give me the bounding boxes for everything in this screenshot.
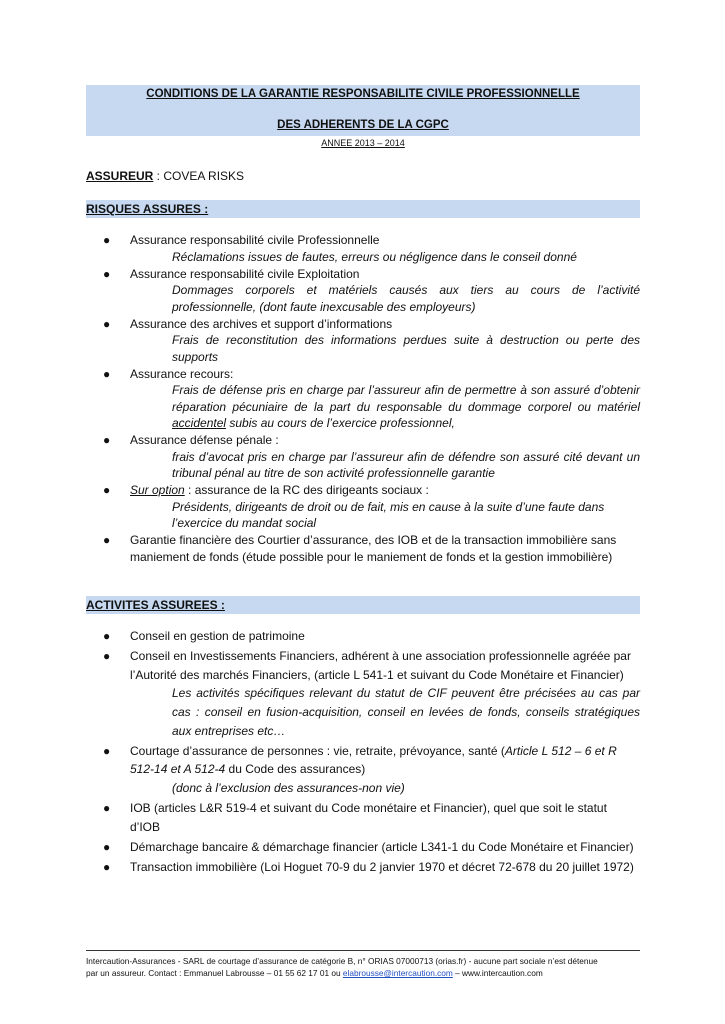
item-text: Assurance défense pénale : [130,433,279,447]
footer-contact: par un assureur. Contact : Emmanuel Labrousse – 01 55 62 17 01 ou [86,968,343,978]
detail-part: subis au cours de l’exercice professionnel, [226,416,455,430]
document-title-line2: DES ADHERENTS DE LA CGPC [277,119,449,131]
item-detail [172,382,640,432]
item-detail: Présidents, dirigeants de droit ou de fait, mis en cause à la suite d’une faute dans l’exercice du mandat social [172,499,605,530]
year-label: ANNEE 2013 – 2014 [321,138,405,148]
item-text: du Code des assurances) [225,762,366,777]
item-text: IOB (articles L&R 519-4 et suivant du Code monétaire et Financier), quel que soit le statut d’IOB [130,801,607,834]
insurer-separator: : [153,169,164,183]
item-detail: Les activités spécifiques relevant du statut de CIF peuvent être précisées au cas par cas : conseil en fusion-acquisition, conseil en levées de fonds, conseils stratégiques aux entreprises etc… [172,686,640,738]
section-heading-activites: ACTIVITES ASSUREES : [86,596,640,614]
footer-line2 [86,967,646,979]
item-detail: Réclamations issues de fautes, erreurs ou négligence dans le conseil donné [172,249,577,264]
bullet-icon: ● [103,533,111,547]
insurer-label: ASSUREUR [86,169,154,183]
bullet-icon: ● [103,366,111,381]
bullet-icon: ● [103,233,111,247]
email-link[interactable]: elabrousse@intercaution.com [342,968,453,978]
insurer-value: COVEA RISKS [163,169,245,183]
item-detail: Frais de reconstitution des informations perdues suite à destruction ou perte des supports [172,333,640,364]
list-item [86,532,640,565]
item-text: Garantie financière des Courtier d’assurance, des IOB et de la transaction immobilière sans maniement de fonds (étude possible pour le maniement de fonds et la gestion immobilière) [130,533,617,564]
document-title-line1: CONDITIONS DE LA GARANTIE RESPONSABILITE CIVILE PROFESSIONNELLE [146,88,580,100]
bullet-icon: ● [103,860,111,875]
item-detail: Dommages corporels et matériels causés aux tiers au cours de l’activité professionnelle, (dont faute inexcusable des employeurs) [172,283,640,314]
footer [86,955,646,979]
list-item [86,799,640,836]
bullet-icon: ● [103,649,111,664]
item-text: Assurance recours: [130,366,234,381]
bullet-icon: ● [103,743,111,758]
item-text: Conseil en gestion de patrimoine [130,629,305,643]
item-detail: (donc à l’exclusion des assurances-non vie) [172,780,405,795]
list-item [86,838,640,857]
bullet-icon: ● [103,801,111,816]
list-item [86,232,640,265]
footer-website: – www.intercaution.com [452,968,543,978]
bullet-icon: ● [103,266,111,281]
detail-part: Frais de défense pris en charge par l’assureur afin de permettre à son assuré d’obtenir réparation pécuniaire de la part du responsable du dommage corporel ou matériel [172,383,640,414]
bullet-icon: ● [103,433,111,447]
item-text: Courtage d’assurance de personnes : vie, retraite, prévoyance, santé ( [130,743,505,758]
list-item [86,627,640,646]
option-label: Sur option [130,483,185,497]
bullet-icon: ● [103,629,111,643]
list-item [86,742,640,798]
bullet-icon: ● [103,316,111,331]
section-heading-risques: RISQUES ASSURES : [86,200,640,218]
risques-list [86,232,640,566]
bullet-icon: ● [103,483,111,497]
item-text: Assurance responsabilité civile Exploitation [130,266,360,281]
bullet-icon: ● [103,839,111,854]
footer-divider [86,950,640,951]
list-item [86,366,640,432]
item-text: Assurance responsabilité civile Professionnelle [130,233,380,247]
item-detail: frais d’avocat pris en charge par l’assureur afin de défendre son assuré cité devant un tribunal pénal au titre de son activité professionnelle garantie [172,449,640,480]
item-text: Conseil en Investissements Financiers, adhérent à une association professionnelle agréée par l’Autorité des marchés Financiers, (article L 541-1 et suivant du Code Monétaire et Financier) [130,649,631,682]
list-item [86,316,640,366]
activites-list [86,627,640,878]
item-text: Démarchage bancaire & démarchage financier (article L341-1 du Code Monétaire et Financier) [130,839,634,854]
title-banner [86,85,640,136]
list-item [86,482,640,532]
item-text: Assurance des archives et support d’informations [130,316,393,331]
list-item [86,432,640,482]
footer-line1: Intercaution-Assurances - SARL de courtage d’assurance de catégorie B, n° ORIAS 07000713 (orias.fr) - aucune part sociale n’est détenue [86,956,598,966]
list-item [86,266,640,316]
item-text: : assurance de la RC des dirigeants sociaux : [184,483,429,497]
list-item [86,858,640,877]
item-text: Transaction immobilière (Loi Hoguet 70-9 du 2 janvier 1970 et décret 72-678 du 20 juillet 1972) [130,860,634,875]
list-item [86,647,640,740]
item-text-italic: Article L 512 – 6 et R 512-14 et A 512-4 [130,743,617,777]
detail-underlined: accidentel [172,416,227,430]
insurer-line [86,169,244,183]
